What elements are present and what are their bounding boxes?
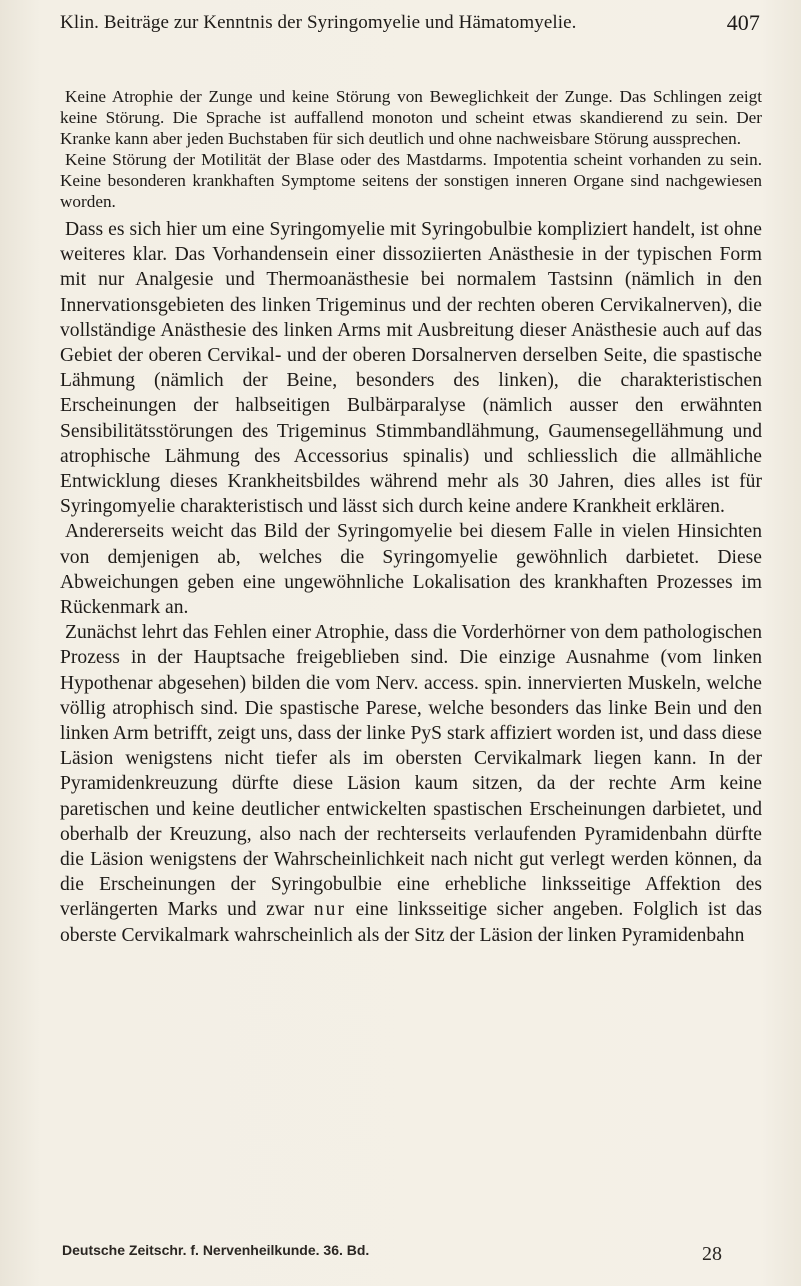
small-paragraph: Keine Störung der Motilität der Blase oder des Mastdarms. Impotentia scheint vorhanden zu sein. Keine besonderen krankhaften Symptome seitens der sonstigen inneren Organe sind nachgewiesen worden.	[60, 150, 762, 211]
paragraph: Dass es sich hier um eine Syringomyelie mit Syringobulbie kompliziert handelt, ist ohne weiteres klar. Das Vorhandensein einer dissoziierten Anästhesie in der typischen Form mit nur Analgesie und Thermoanästhesie bei normalem Tastsinn (nämlich in den Innervationsgebieten des linken Trigeminus und der rechten oberen Cervikalnerven), die vollständige Anästhesie des linken Arms mit Ausbreitung dieser Anästhesie auch auf das Gebiet der oberen Cervikal- und der oberen Dorsalnerven derselben Seite, die spastische Lähmung (nämlich der Beine, besonders des linken), die charakteristischen Erscheinungen der halbseitigen Bulbärparalyse (nämlich ausser den erwähnten Sensibilitätsstörungen des Trigeminus Stimmbandlähmung, Gaumensegellähmung und atrophische Lähmung des Accessorius spinalis) und schliesslich die allmähliche Entwicklung dieses Krankheitsbildes während mehr als 30 Jahren, dies alles ist für Syringomyelie charakteristisch und lässt sich durch keine andere Krankheit erklären.	[60, 219, 762, 518]
paragraph: Andererseits weicht das Bild der Syringomyelie bei diesem Falle in vielen Hinsichten von demjenigen ab, welches die Syringomyelie gewöhnlich darbietet. Diese Abweichungen geben eine ungewöhnliche Lokalisation des krankhaften Prozesses im Rückenmark an.	[60, 521, 762, 619]
paragraph-text: Zunächst lehrt das Fehlen einer Atrophie, dass die Vorderhörner von dem pathologischen Prozess in der Hauptsache freigeblieben sind. Die einzige Ausnahme (vom linken Hypothenar abgesehen) bilden die vom Nerv. access. spin. innervierten Muskeln, welche völlig atrophisch sind. Die spastische Parese, welche besonders das linke Bein und den linken Arm betrifft, zeigt uns, dass der linke PyS stark affiziert worden ist, und dass diese Läsion wenigstens nicht tiefer als im obersten Cervikalmark liegen kann. In der Pyramidenkreuzung dürfte diese Läsion kaum sitzen, da der rechte Arm keine paretischen und keine deutlicher entwickelten spastischen Erscheinungen darbietet, und oberhalb der Kreuzung, also nach der rechterseits verlaufenden Pyramidenbahn dürfte die Läsion wenigstens der Wahrscheinlichkeit nach nicht gut verlegt werden können, da die Erscheinungen der Syringobulbie eine erhebliche linksseitige Affektion des verlängerten Marks und zwar	[60, 622, 762, 921]
sheet-signature: 28	[702, 1243, 722, 1265]
body-text	[60, 86, 762, 948]
small-print-section	[60, 86, 762, 212]
emphasized-word: nur	[313, 899, 346, 921]
page-number: 407	[726, 10, 760, 35]
running-title: Klin. Beiträge zur Kenntnis der Syringomyelie und Hämatomyelie.	[60, 12, 577, 33]
journal-reference: Deutsche Zeitschr. f. Nervenheilkunde. 36. Bd.	[62, 1242, 370, 1258]
small-paragraph: Keine Atrophie der Zunge und keine Störung von Beweglichkeit der Zunge. Das Schlingen zeigt keine Störung. Die Sprache ist auffallend monoton und scheint etwas skandierend zu sein. Der Kranke kann aber jeden Buchstaben für sich deutlich und ohne nachweisbare Störung aussprechen.	[60, 87, 762, 148]
running-header	[60, 10, 760, 40]
main-section	[60, 217, 762, 948]
paragraph-continuation: eine linksseitige sicher angeben. Folglich ist das oberste Cervikalmark wahrscheinlich als der Sitz der Läsion der linken Pyramidenbahn	[60, 899, 762, 946]
paragraph	[60, 620, 762, 948]
page-footer	[62, 1240, 722, 1268]
